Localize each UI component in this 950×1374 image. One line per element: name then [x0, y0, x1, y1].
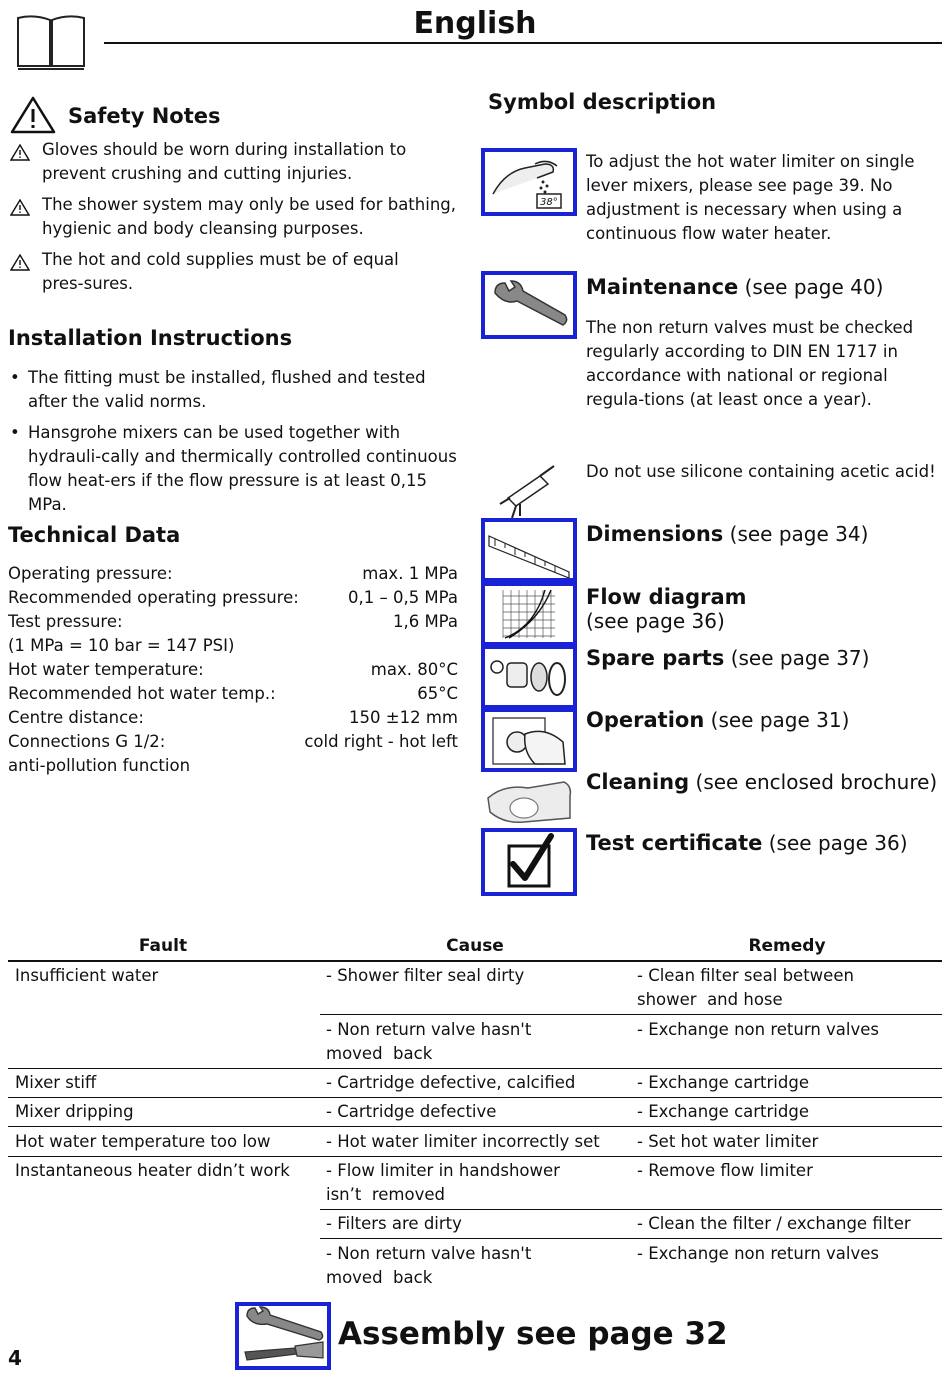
wrench-icon [481, 271, 577, 339]
dimensions-ref: (see page 34) [723, 522, 869, 546]
tech-row [8, 588, 458, 612]
silicone-text: Do not use silicone containing acetic acid! [586, 462, 936, 481]
warning-icon [10, 96, 56, 134]
installation-item-1 [8, 366, 464, 414]
symbols-title: Symbol description [488, 90, 717, 114]
tech-row [8, 636, 458, 660]
tech-value: 0,1 – 0,5 MPa [347, 588, 458, 607]
table-rule [320, 1014, 942, 1015]
tech-label: Operating pressure: [8, 564, 173, 583]
flow-heading [586, 585, 747, 633]
cause-cell: - Non return valve hasn't moved back [326, 1244, 532, 1287]
tech-row [8, 684, 458, 708]
safety-item-1 [8, 138, 468, 186]
tech-label: anti-pollution function [8, 756, 191, 775]
remedy-cell: - Remove flow limiter [637, 1161, 813, 1180]
dimensions-heading [586, 522, 868, 546]
tech-value: max. 80°C [370, 660, 458, 679]
tech-row [8, 564, 458, 588]
table-rule [320, 1238, 942, 1239]
page-number: 4 [8, 1346, 22, 1370]
small-warning-icon [10, 254, 30, 275]
safety-title: Safety Notes [68, 104, 221, 128]
fault-header: Fault [138, 936, 188, 956]
cause-cell: - Filters are dirty [326, 1214, 462, 1233]
tech-label: Centre distance: [8, 708, 144, 727]
cleaning-ref: (see enclosed brochure) [689, 770, 938, 794]
flow-label: Flow diagram [586, 585, 747, 609]
test-ref: (see page 36) [762, 831, 908, 855]
table-rule [8, 1156, 942, 1157]
remedy-cell: - Clean filter seal between shower and hose [637, 966, 854, 1009]
tech-row [8, 612, 458, 636]
remedy-cell: - Set hot water limiter [637, 1132, 819, 1151]
table-rule [8, 1126, 942, 1127]
cause-cell: - Hot water limiter incorrectly set [326, 1132, 600, 1151]
tech-value: 1,6 MPa [392, 612, 458, 631]
tech-value: cold right - hot left [304, 732, 458, 751]
installation-text-1: The fitting must be installed, flushed and tested after the valid norms. [28, 368, 426, 411]
tech-label: Recommended hot water temp.: [8, 684, 276, 703]
maintenance-label: Maintenance [586, 275, 739, 299]
spare-parts-icon [481, 645, 577, 709]
tech-value: 65°C [417, 684, 458, 703]
test-label: Test certificate [586, 831, 763, 855]
technical-title: Technical Data [8, 523, 181, 547]
tech-label: (1 MPa = 10 bar = 147 PSI) [8, 636, 235, 655]
remedy-header: Remedy [748, 936, 826, 956]
cleaning-hand-icon [484, 772, 574, 830]
tech-row [8, 756, 458, 780]
cause-cell: - Flow limiter in handshower isn’t removed [326, 1161, 560, 1204]
assembly-heading: Assembly see page 32 [338, 1316, 728, 1352]
table-rule [8, 1097, 942, 1098]
spare-label: Spare parts [586, 646, 725, 670]
small-warning-icon [10, 199, 30, 220]
thermo-label: 38° [540, 197, 558, 208]
remedy-cell: - Exchange non return valves [637, 1020, 879, 1039]
hot-limiter-text: To adjust the hot water limiter on single lever mixers, please see page 39. No adjustment is necessary when using a continuous flow water heater. [586, 152, 915, 243]
installation-title: Installation Instructions [8, 326, 293, 350]
fault-cell: Mixer dripping [15, 1102, 134, 1121]
safety-text-3: The hot and cold supplies must be of equal pres-sures. [42, 250, 399, 293]
fault-cell: Instantaneous heater didn’t work [15, 1161, 290, 1180]
spare-heading [586, 646, 869, 670]
cause-cell: - Cartridge defective [326, 1102, 497, 1121]
table-rule [8, 1068, 942, 1069]
maintenance-ref: (see page 40) [738, 275, 884, 299]
bullet: • [10, 368, 20, 387]
maintenance-text: The non return valves must be checked regularly according to DIN EN 1717 in accordance with national or regional regula-tions (at least once a year). [586, 318, 914, 409]
fault-cell: Hot water temperature too low [15, 1132, 271, 1151]
fault-cell: Mixer stiff [15, 1073, 97, 1092]
tech-row [8, 660, 458, 684]
tech-value: 150 ±12 mm [349, 708, 458, 727]
test-heading [586, 831, 908, 855]
hot-water-limiter-icon [481, 148, 577, 216]
cause-cell: - Cartridge defective, calcified [326, 1073, 576, 1092]
cleaning-heading [586, 770, 937, 794]
cause-header: Cause [446, 936, 504, 956]
cleaning-label: Cleaning [586, 770, 690, 794]
remedy-cell: - Exchange non return valves [637, 1244, 879, 1263]
tech-label: Hot water temperature: [8, 660, 204, 679]
remedy-cell: - Exchange cartridge [637, 1073, 809, 1092]
tech-label: Test pressure: [8, 612, 123, 631]
tech-label: Connections G 1/2: [8, 732, 166, 751]
safety-text-2: The shower system may only be used for bathing, hygienic and body cleansing purposes. [42, 195, 456, 238]
installation-item-2 [8, 421, 464, 517]
safety-item-3 [8, 248, 468, 296]
cause-cell: - Non return valve hasn't moved back [326, 1020, 532, 1063]
bullet: • [10, 423, 20, 442]
remedy-cell: - Exchange cartridge [637, 1102, 809, 1121]
maintenance-heading [586, 275, 883, 299]
page-title: English [413, 6, 537, 41]
dimensions-label: Dimensions [586, 522, 724, 546]
table-rule [320, 1209, 942, 1210]
operation-label: Operation [586, 708, 705, 732]
tech-value: max. 1 MPa [362, 564, 458, 583]
safety-text-1: Gloves should be worn during installation to prevent crushing and cutting injuries. [42, 140, 407, 183]
remedy-cell: - Clean the filter / exchange filter [637, 1214, 911, 1233]
tech-row [8, 708, 458, 732]
installation-text-2: Hansgrohe mixers can be used together with hydrauli-cally and thermically controlled continuous flow heat-ers if the flow pressure is at least 0,15 MPa. [28, 423, 457, 514]
safety-item-2 [8, 193, 468, 241]
operation-icon [481, 708, 577, 772]
operation-ref: (see page 31) [704, 708, 850, 732]
ruler-icon [481, 518, 577, 582]
header-rule [104, 42, 942, 44]
silicone-gun-icon [496, 462, 560, 520]
cause-cell: - Shower filter seal dirty [326, 966, 525, 985]
small-warning-icon [10, 144, 30, 165]
checkbox-icon [481, 828, 577, 896]
operation-heading [586, 708, 849, 732]
spare-ref: (see page 37) [724, 646, 870, 670]
tech-row [8, 732, 458, 756]
tech-label: Recommended operating pressure: [8, 588, 299, 607]
fault-cell: Insufficient water [15, 966, 159, 985]
flow-ref: (see page 36) [586, 609, 725, 633]
tools-icon [235, 1302, 331, 1370]
flow-diagram-icon [481, 582, 577, 646]
table-rule [8, 960, 942, 962]
